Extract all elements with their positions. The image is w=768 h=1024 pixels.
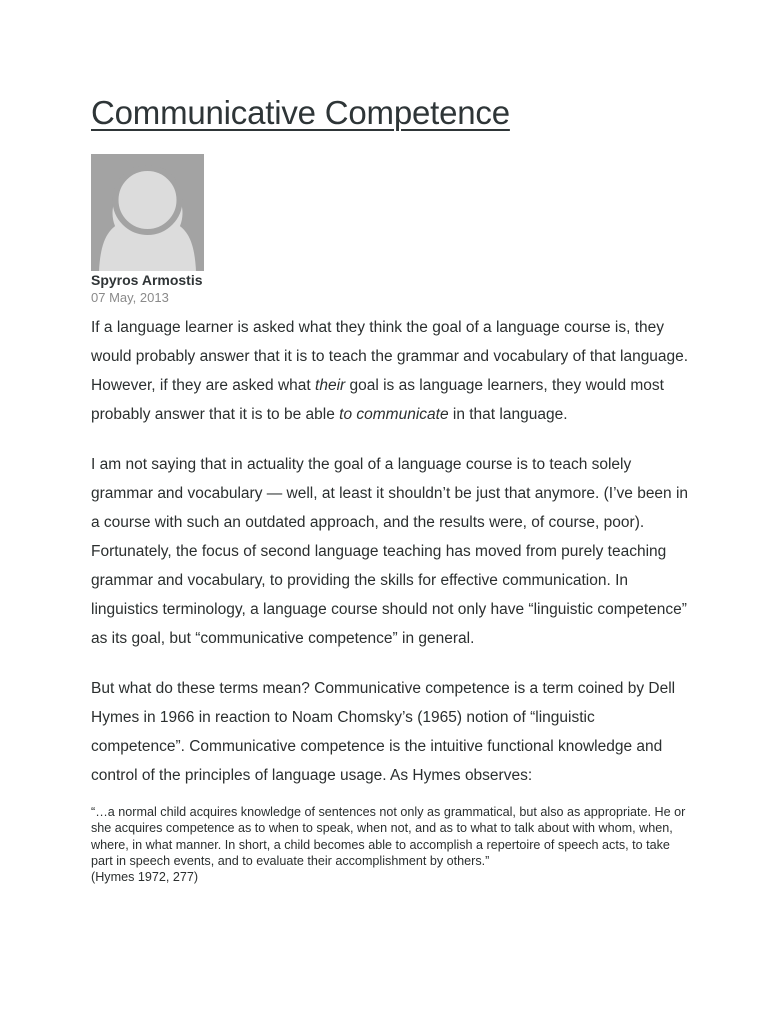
publish-date: 07 May, 2013 xyxy=(91,290,169,305)
quote-citation: (Hymes 1972, 277) xyxy=(91,870,199,885)
author-avatar xyxy=(91,154,204,271)
author-name[interactable]: Spyros Armostis xyxy=(91,272,203,288)
paragraph-1 xyxy=(91,313,691,429)
paragraph-3: But what do these terms mean? Communicative competence is a term coined by Dell Hymes in 1966 in reaction to Noam Chomsky’s (1965) notion of “linguistic competence”. Communicative competence is the intuitive functional knowledge and control of the principles of language usage. As Hymes observes: xyxy=(91,680,676,784)
paragraph-2: I am not saying that in actuality the goal of a language course is to teach solely grammar and vocabulary — well, at least it shouldn’t be just that anymore. (I’ve been in a course with such an outdated approach, and the results were, of course, poor). Fortunately, the focus of second language teaching has moved from purely teaching grammar and vocabulary, to providing the skills for effective communication. In linguistics terminology, a language course should not only have “linguistic competence” as its goal, but “communicative competence” in general. xyxy=(91,456,689,647)
paragraph-1-text-a: If a language learner is asked what they think the goal of a language course is, they would probably answer that it is to teach the grammar and vocabulary of that language. However, if they are asked what xyxy=(91,319,689,394)
default-user-avatar-icon xyxy=(91,154,204,271)
hymes-quote xyxy=(91,804,691,885)
emphasis-their: their xyxy=(315,377,346,394)
emphasis-to-communicate: to communicate xyxy=(339,406,449,423)
quote-text: “…a normal child acquires knowledge of sentences not only as grammatical, but also as appropriate. He or she acquires competence as to when to speak, when not, and as to what to talk about with whom, when, where, in what manner. In short, a child becomes able to accomplish a repertoire of speech acts, to take part in speech events, and to evaluate their accomplishment by others.” xyxy=(91,805,686,868)
paragraph-1-text-c: in that language. xyxy=(448,406,568,423)
article-body xyxy=(91,313,691,885)
article-title[interactable]: Communicative Competence xyxy=(91,94,510,131)
paragraph-1-text-b: goal is as language learners, they would most probably answer that it is to be able xyxy=(91,377,664,423)
